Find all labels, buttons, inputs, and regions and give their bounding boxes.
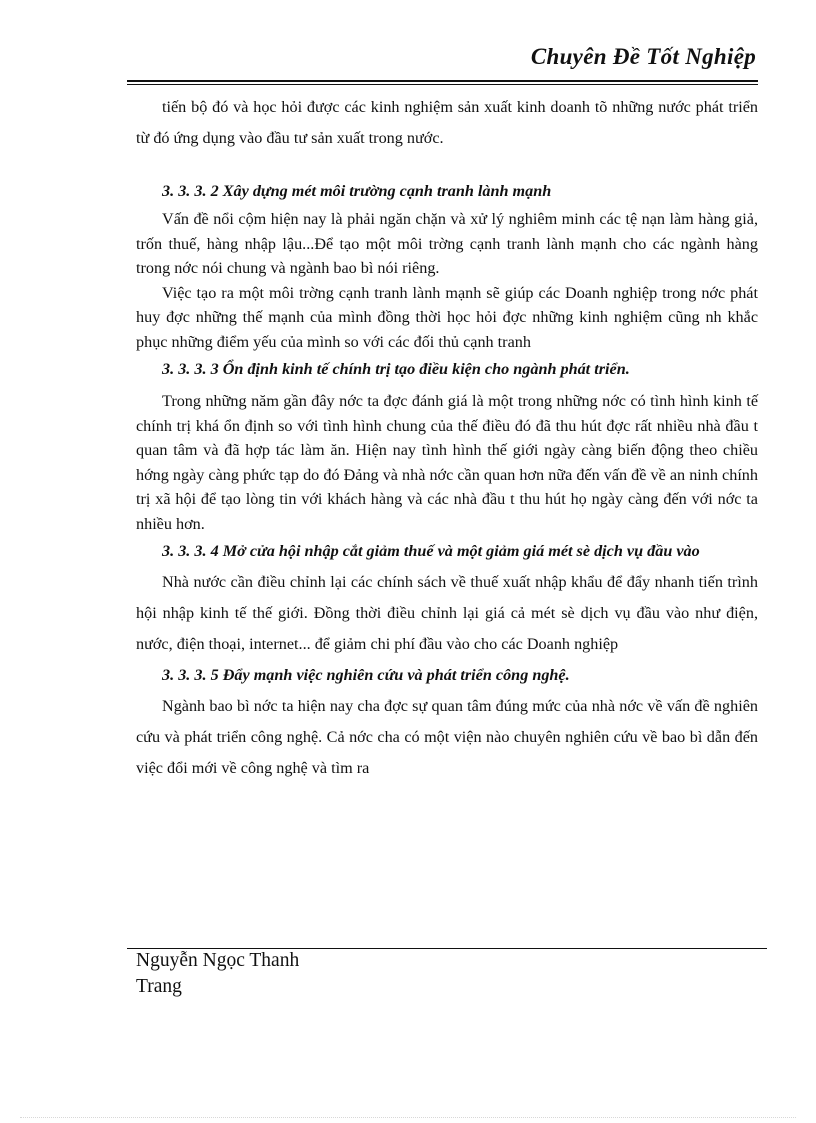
paragraph: Việc tạo ra một môi trờng cạnh tranh lành mạnh sẽ giúp các Doanh nghiệp trong nớc phát huy đợc những thế mạnh của mình đồng thời học hỏi đợc những kinh nghiệm cũng nh khắc phục những điểm yếu của mình so với các đối thủ cạnh tranh [136, 283, 758, 351]
paragraph: tiến bộ đó và học hỏi được các kinh nghiệm sản xuất kinh doanh tõ những nước phát triển từ đó ứng dụng vào đầu tư sản xuất trong nước. [136, 98, 758, 147]
header-rule-thin [127, 84, 758, 85]
section-heading: 3. 3. 3. 3 Ổn định kinh tế chính trị tạo điều kiện cho ngành phát triển. [162, 360, 630, 378]
paragraph: Nhà nước cần điều chỉnh lại các chính sách về thuế xuất nhập khẩu để đẩy nhanh tiến trình hội nhập kinh tế thế giới. Đồng thời điều chỉnh lại giá cả mét sè dịch vụ đầu vào như điện, nước, điện thoại, internet... để giảm chi phí đầu vào cho các Doanh nghiệp [136, 573, 758, 653]
paragraph: Trong những năm gần đây nớc ta đợc đánh giá là một trong những nớc có tình hình kinh tế chính trị khá ổn định so với tình hình chung của thế điều đó đã thu hút đợc rất nhiều nhà đầu t quan tâm và đã hợp tác làm ăn. Hiện nay tình hình thế giới ngày càng biến động theo chiều hớng ngày càng phức tạp do đó Đảng và nhà nớc cần quan hơn nữa đến vấn đề về an ninh chính trị xã hội để tạo lòng tin với khách hàng và các nhà đầu t thu hút họ ngày càng đến với nớc ta nhiều hơn. [136, 392, 758, 533]
paragraph: Ngành bao bì nớc ta hiện nay cha đợc sự quan tâm đúng mức của nhà nớc về vấn đề nghiên cứu và phát triển công nghệ. Cả nớc cha có một viện nào chuyên nghiên cứu về bao bì dẫn đến việc đổi mới về công nghệ và tìm ra [136, 697, 758, 777]
author-name: Nguyễn Ngọc Thanh Trang [136, 950, 300, 997]
page-header-title: Chuyên Đề Tốt Nghiệp [530, 44, 756, 69]
section-heading: 3. 3. 3. 2 Xây dựng mét môi trường cạnh tranh lành mạnh [162, 182, 552, 200]
document-body [136, 92, 758, 784]
header-rule-thick [127, 80, 758, 82]
section-heading: 3. 3. 3. 5 Đẩy mạnh việc nghiên cứu và phát triển công nghệ. [162, 666, 570, 684]
paragraph: Vấn đề nổi cộm hiện nay là phải ngăn chặn và xử lý nghiêm minh các tệ nạn làm hàng giả, trốn thuế, hàng nhập lậu...Để tạo một môi trờng cạnh tranh lành mạnh cho các ngành hàng trong nớc nói chung và ngành bao bì nói riêng. [136, 210, 758, 277]
page-edge [20, 1117, 796, 1118]
section-heading: 3. 3. 3. 4 Mở cửa hội nhập cắt giảm thuế và một giảm giá mét sè dịch vụ đầu vào [162, 542, 700, 560]
